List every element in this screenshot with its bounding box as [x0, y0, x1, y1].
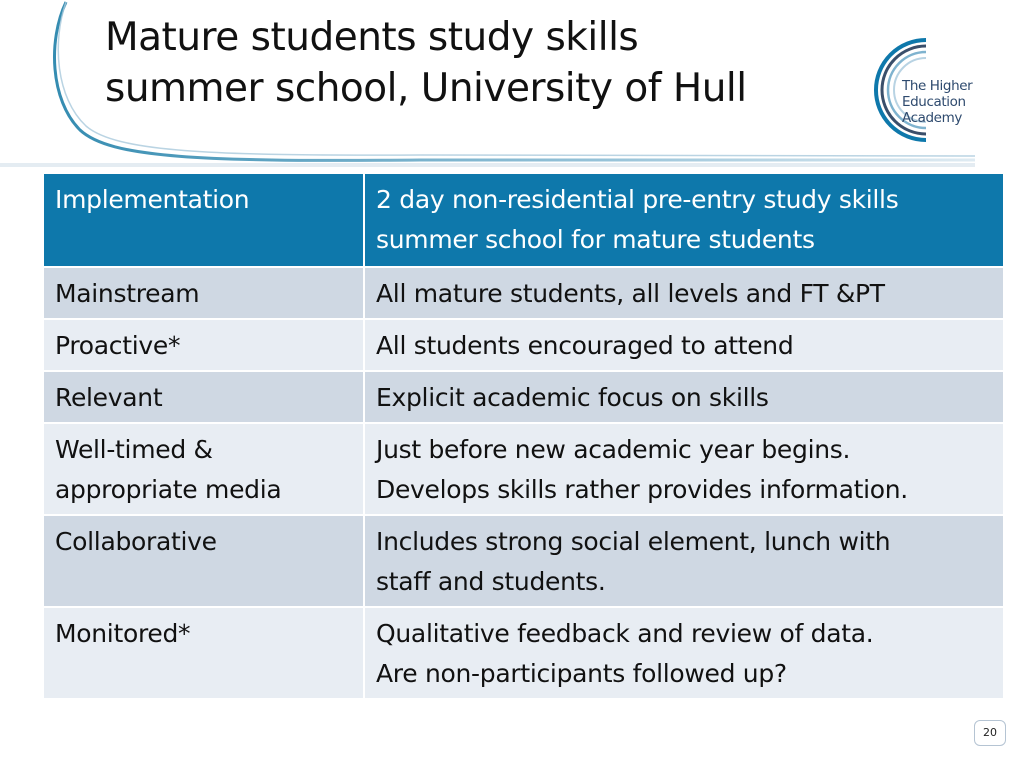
row-label-line-2: appropriate media [55, 475, 282, 504]
row-value [364, 607, 1004, 699]
header-description-line-2: summer school for mature students [376, 225, 815, 254]
logo-wordmark [902, 78, 992, 126]
row-label: Collaborative [44, 515, 364, 607]
row-value [364, 423, 1004, 515]
criteria-table [44, 174, 1005, 700]
row-value-line-2: staff and students. [376, 567, 606, 596]
table-row [44, 267, 1004, 319]
title-line-2: summer school, University of Hull [105, 66, 747, 111]
logo-line-2: Education [902, 94, 966, 110]
row-label: Proactive* [44, 319, 364, 371]
row-value: All mature students, all levels and FT &PT [364, 267, 1004, 319]
header-cell-criterion: Implementation [44, 174, 364, 267]
table-row [44, 371, 1004, 423]
logo-line-3: Academy [902, 110, 962, 126]
row-value [364, 515, 1004, 607]
row-value-line-1: Includes strong social element, lunch with [376, 527, 891, 556]
row-value-line-1: Just before new academic year begins. [376, 435, 851, 464]
slide-number: 20 [974, 720, 1006, 746]
header-description-line-1: 2 day non-residential pre-entry study skills [376, 185, 899, 214]
row-value-line-2: Are non-participants followed up? [376, 659, 787, 688]
row-value: All students encouraged to attend [364, 319, 1004, 371]
row-value-line-2: Develops skills rather provides information. [376, 475, 908, 504]
table-row [44, 515, 1004, 607]
table-row [44, 319, 1004, 371]
header-cell-description [364, 174, 1004, 267]
row-label: Monitored* [44, 607, 364, 699]
row-label [44, 423, 364, 515]
row-label: Mainstream [44, 267, 364, 319]
row-value-line-1: Qualitative feedback and review of data. [376, 619, 874, 648]
table-row [44, 423, 1004, 515]
page-title [105, 12, 845, 114]
title-line-1: Mature students study skills [105, 15, 639, 60]
row-label: Relevant [44, 371, 364, 423]
row-value: Explicit academic focus on skills [364, 371, 1004, 423]
logo-line-1: The Higher [902, 78, 973, 94]
table-header-row [44, 174, 1004, 267]
row-label-line-1: Well-timed & [55, 435, 213, 464]
table-row [44, 607, 1004, 699]
